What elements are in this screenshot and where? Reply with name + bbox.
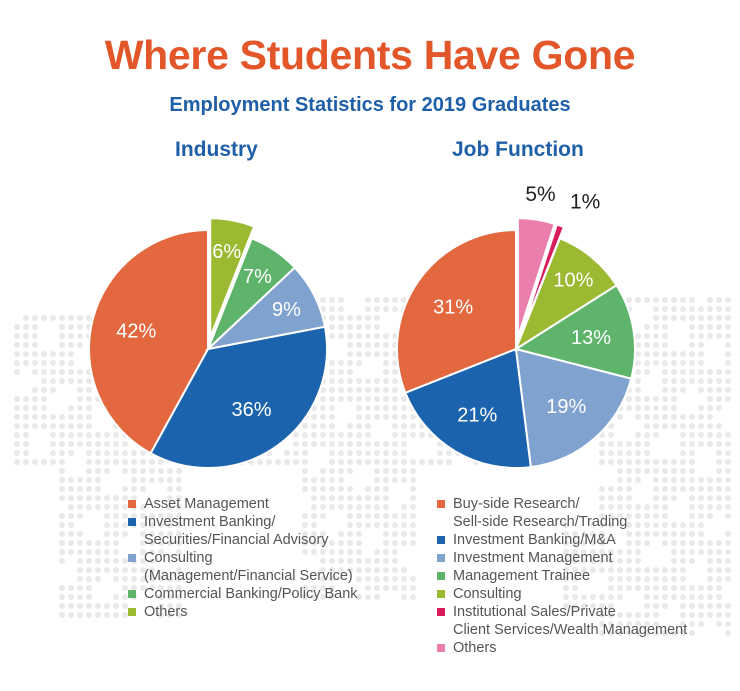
industry-chart-title: Industry [175, 138, 258, 161]
job-function-chart-title: Job Function [452, 138, 584, 161]
legend-swatch [437, 644, 445, 652]
legend-item [128, 513, 428, 549]
legend-item [437, 603, 737, 639]
legend-swatch [437, 608, 445, 616]
legend-item [128, 585, 428, 603]
legend-label: Management Trainee [453, 568, 591, 584]
legend-item [437, 531, 737, 549]
legend-label: Others [144, 604, 188, 620]
slice-value-label: 31% [433, 296, 474, 319]
legend-swatch [437, 590, 445, 598]
legend-item [128, 549, 428, 585]
legend-swatch [437, 536, 445, 544]
legend-item [437, 639, 737, 657]
legend-label: Consulting [453, 586, 522, 602]
legend-label: Commercial Banking/Policy Bank [144, 586, 358, 602]
legend-swatch [128, 554, 136, 562]
legend-label: Consulting (Management/Financial Service) [144, 550, 353, 584]
legend-item [437, 585, 737, 603]
legend-item [437, 549, 737, 567]
slice-value-label: 9% [271, 299, 301, 322]
slice-value-label: 6% [212, 240, 242, 263]
page-title: Where Students Have Gone [104, 32, 636, 78]
slice-value-label: 1% [570, 190, 601, 214]
job-function-legend [437, 495, 737, 657]
legend-swatch [437, 572, 445, 580]
slice-value-label: 21% [457, 404, 498, 427]
legend-label: Investment Banking/ Securities/Financial Advisory [144, 514, 329, 548]
legend-swatch [437, 554, 445, 562]
legend-label: Investment Banking/M&A [453, 532, 616, 548]
legend-item [437, 567, 737, 585]
legend-swatch [437, 500, 445, 508]
legend-swatch [128, 590, 136, 598]
legend-swatch [128, 518, 136, 526]
slice-value-label: 19% [546, 396, 587, 419]
legend-item [437, 495, 737, 531]
legend-label: Asset Management [144, 496, 269, 512]
slice-value-label: 10% [553, 269, 594, 292]
legend-swatch [128, 500, 136, 508]
legend-label: Investment Management [453, 550, 613, 566]
industry-legend [128, 495, 428, 621]
legend-swatch [128, 608, 136, 616]
slice-value-label: 42% [116, 320, 157, 343]
slice-value-label: 36% [231, 398, 272, 421]
page-subtitle: Employment Statistics for 2019 Graduates [169, 94, 571, 116]
legend-item [128, 603, 428, 621]
legend-item [128, 495, 428, 513]
legend-label: Institutional Sales/Private Client Services/Wealth Management [453, 604, 688, 638]
slice-value-label: 13% [571, 327, 612, 350]
slice-value-label: 7% [243, 266, 272, 289]
legend-label: Buy-side Research/ Sell-side Research/Trading [453, 496, 628, 530]
legend-label: Others [453, 640, 497, 656]
slice-value-label: 5% [525, 182, 556, 206]
